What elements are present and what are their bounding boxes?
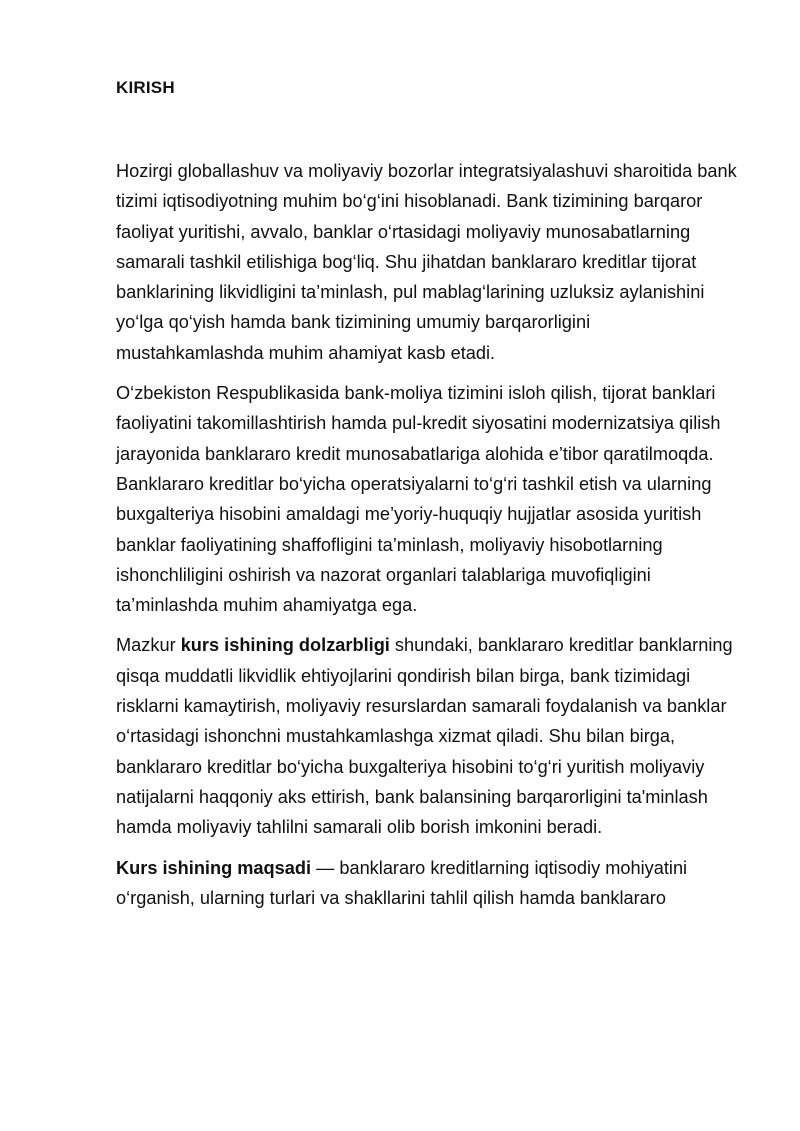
- paragraph-text: Hozirgi globallashuv va moliyaviy bozorlar integratsiyalashuvi sharoitida bank tizimi iqtisodiyotning muhim bo‘g‘ini hisoblanadi. Bank tizimining barqaror faoliyat yuritishi, avvalo, banklar o‘rtasidagi moliyaviy munosabatlarning samarali tashkil etilishiga bog‘liq. Shu jihatdan banklararo kreditlar tijorat banklarining likvidligini ta’minlash, pul mablag‘larining uzluksiz aylanishini yo‘lga qo‘yish hamda bank tizimining umumiy barqarorligini mustahkamlashda muhim ahamiyat kasb etadi.: [116, 161, 737, 363]
- paragraph-relevance: [116, 630, 738, 842]
- section-heading: KIRISH: [116, 78, 175, 97]
- paragraph-text: O‘zbekiston Respublikasida bank-moliya tizimini isloh qilish, tijorat banklari faoliyatini takomillashtirish hamda pul-kredit siyosatini modernizatsiya qilish jarayonida banklararo kredit munosabatlariga alohida e’tibor qaratilmoqda. Banklararo kreditlar bo‘yicha operatsiyalarni to‘g‘ri tashkil etish va ularning buxgalteriya hisobini amaldagi me’yoriy-huquqiy hujjatlar asosida yuritish banklar faoliyatining shaffofligini ta’minlash, moliyaviy hisobotlarning ishonchliligini oshirish va nazorat organlari talablariga muvofiqligini ta’minlashda muhim ahamiyatga ega.: [116, 383, 721, 616]
- paragraph-uzbekistan: [116, 378, 738, 620]
- paragraph-intro: [116, 156, 738, 368]
- paragraph-text: — banklararo kreditlarning iqtisodiy mohiyatini o‘rganish, ularning turlari va shakllarini tahlil qilish hamda banklararo: [116, 857, 688, 908]
- paragraph-text: shundaki, banklararo kreditlar banklarning qisqa muddatli likvidlik ehtiyojlarini qondirish bilan birga, bank tizimidagi risklarni kamaytirish, moliyaviy resurslardan samarali foydalanish va banklar o‘rtasidagi ishonchni mustahkamlashga xizmat qiladi. Shu bilan birga, banklararo kreditlar bo‘yicha buxgalteriya hisobini to‘g‘ri yuritish moliyaviy natijalarni haqqoniy aks ettirish, bank balansining barqarorligini ta'minlash hamda moliyaviy tahlilni samarali olib borish imkonini beradi.: [116, 635, 733, 838]
- goal-term: Kurs ishining maqsadi: [116, 857, 312, 878]
- paragraph-prefix: Mazkur: [116, 635, 181, 656]
- relevance-term: kurs ishining dolzarbligi: [180, 635, 390, 656]
- body-text: [116, 156, 738, 923]
- paragraph-goal: [116, 853, 738, 914]
